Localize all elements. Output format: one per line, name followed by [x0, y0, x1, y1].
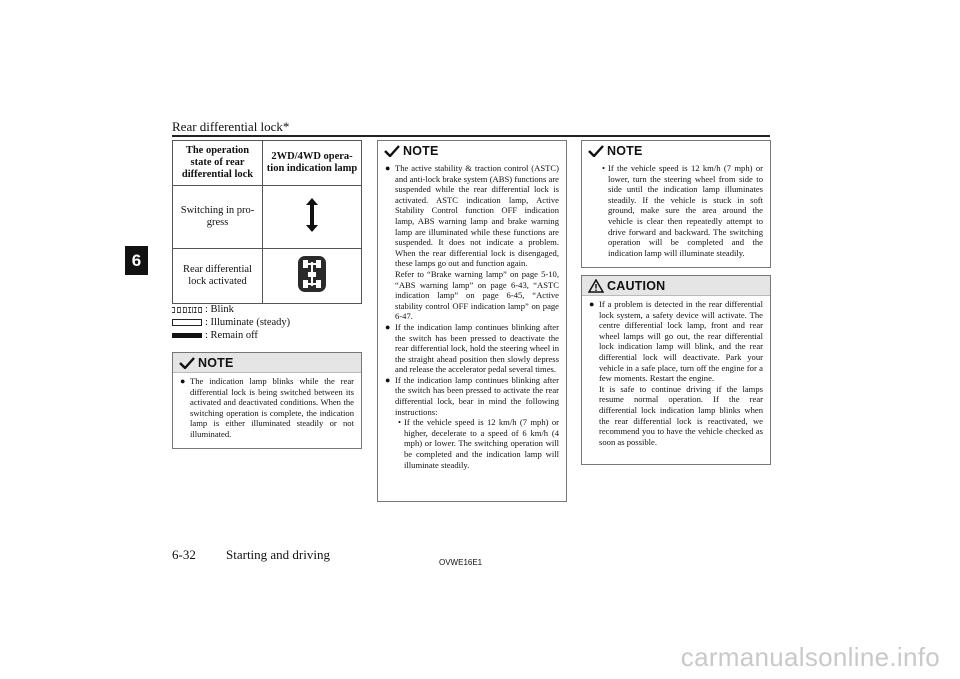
- caution-title: CAUTION: [607, 278, 666, 293]
- chapter-tab: 6: [125, 246, 148, 275]
- table-cell-state: Rear differential lock activated: [173, 249, 263, 304]
- header-rule: [172, 135, 770, 137]
- blink-swatch: [172, 307, 202, 313]
- steady-swatch: [172, 319, 202, 326]
- page-header-title: Rear differential lock*: [172, 119, 290, 134]
- note-box: [581, 140, 771, 268]
- note-text: The indication lamp blinks while the rear differential lock is being switched between its activated and deactivated conditions. When the switching operation is complete, the indication lamp is either illuminated steadily or not illuminated.: [190, 376, 354, 439]
- lamp-legend: [172, 303, 290, 342]
- status-table: [172, 140, 362, 304]
- page-number: 6-32: [172, 547, 196, 562]
- bullet-icon: ●: [180, 376, 186, 386]
- legend-blink-label: : Blink: [205, 303, 234, 315]
- section-name: Starting and driving: [226, 547, 330, 562]
- table-row: [173, 249, 362, 304]
- bullet-icon: ●: [385, 374, 391, 385]
- note-header: [582, 141, 770, 160]
- table-cell-lamp: [263, 186, 362, 249]
- 4wd-lock-indicator-icon: [297, 255, 327, 293]
- caution-text: If a problem is detected in the rear differential lock system, a safety device will activate. The centre differential lock lamp, front and rear wheel lamps will go out, the rear differential lock indication lamp will blink, and the rear differential lock will deactivate. Park your vehicle in a safe place, turn off the engine for a few moments. Restart the engine.: [599, 299, 763, 384]
- note-text: If the vehicle speed is 12 km/h (7 mph) or higher, decelerate to a speed of 6 km/h (4 mph) or lower. The switching operation will be completed and the indication lamp will illuminate steadily.: [404, 417, 559, 470]
- note-text: If the indication lamp continues blinking after the switch has been pressed to deactivate the rear differential lock, hold the steering wheel in the straight ahead position then slowly depress and release the accelerator pedal several times.: [395, 321, 559, 375]
- note-box: [172, 352, 362, 449]
- table-row: [173, 186, 362, 249]
- sub-bullet-icon: •: [601, 163, 605, 173]
- caution-box: [581, 275, 771, 465]
- bullet-icon: ●: [385, 163, 391, 173]
- note-title: NOTE: [198, 355, 234, 370]
- note-box: [377, 140, 567, 502]
- note-icon: [384, 145, 400, 157]
- note-header: [173, 353, 361, 373]
- note-text: Refer to “Brake warning lamp” on page 5-10, “ABS warning lamp” on page 6-43, “ASTC indication lamp” on page 6-45, “Active stability control OFF indication lamp” on page 6-47.: [395, 268, 559, 322]
- table-header-state: The operation state of rear differential lock: [173, 141, 263, 186]
- legend-steady-label: : Illuminate (steady): [205, 316, 291, 328]
- note-header: [378, 141, 566, 160]
- note-icon: [588, 145, 604, 157]
- note-title: NOTE: [403, 143, 439, 158]
- note-text: If the indication lamp continues blinking after the switch has been pressed to activate the rear differential lock, bear in mind the following instructions:: [395, 374, 559, 417]
- off-swatch: [172, 333, 202, 338]
- warning-triangle-icon: [588, 279, 604, 293]
- note-text: If the vehicle speed is 12 km/h (7 mph) or lower, turn the steering wheel from side to side until the indication lamp illuminates steadily. If the vehicle is stuck in soft ground, make sure the area around the vehicle is clear then repeatedly attempt to drive forward and backward. The switching operation will be completed and the indication lamp will illuminate steadily.: [608, 163, 763, 258]
- caution-header: [582, 276, 770, 296]
- sub-bullet-icon: •: [397, 417, 401, 428]
- bullet-icon: ●: [385, 321, 391, 332]
- note-text: The active stability & traction control (ASTC) and anti-lock brake system (ABS) functions are suspended while the rear differential lock is activated. ASTC indication lamp, Active Stability Control function OFF indication lamp, ABS warning lamp and brake warning lamp are illuminated while these functions are suspended. It does not indicate a problem. When the rear differential lock is disengaged, these lamps go out and function again.: [395, 163, 559, 269]
- table-cell-state: Switching in pro-gress: [173, 186, 263, 249]
- bullet-icon: ●: [589, 299, 595, 309]
- watermark: carmanualsonline.info: [680, 642, 940, 672]
- caution-text: It is safe to continue driving if the lamps resume normal operation. If the rear differential lock indication lamp blinks when the rear differential lock is reactivated, we recommend you to have the vehicle checked as soon as possible.: [599, 383, 763, 447]
- legend-off-label: : Remain off: [205, 329, 258, 341]
- note-title: NOTE: [607, 143, 643, 158]
- note-icon: [179, 357, 195, 369]
- blinking-arrow-icon: [305, 198, 319, 232]
- table-cell-lamp: [263, 249, 362, 304]
- document-code: OVWE16E1: [439, 558, 483, 567]
- table-header-lamp: 2WD/4WD opera-tion indication lamp: [263, 141, 362, 186]
